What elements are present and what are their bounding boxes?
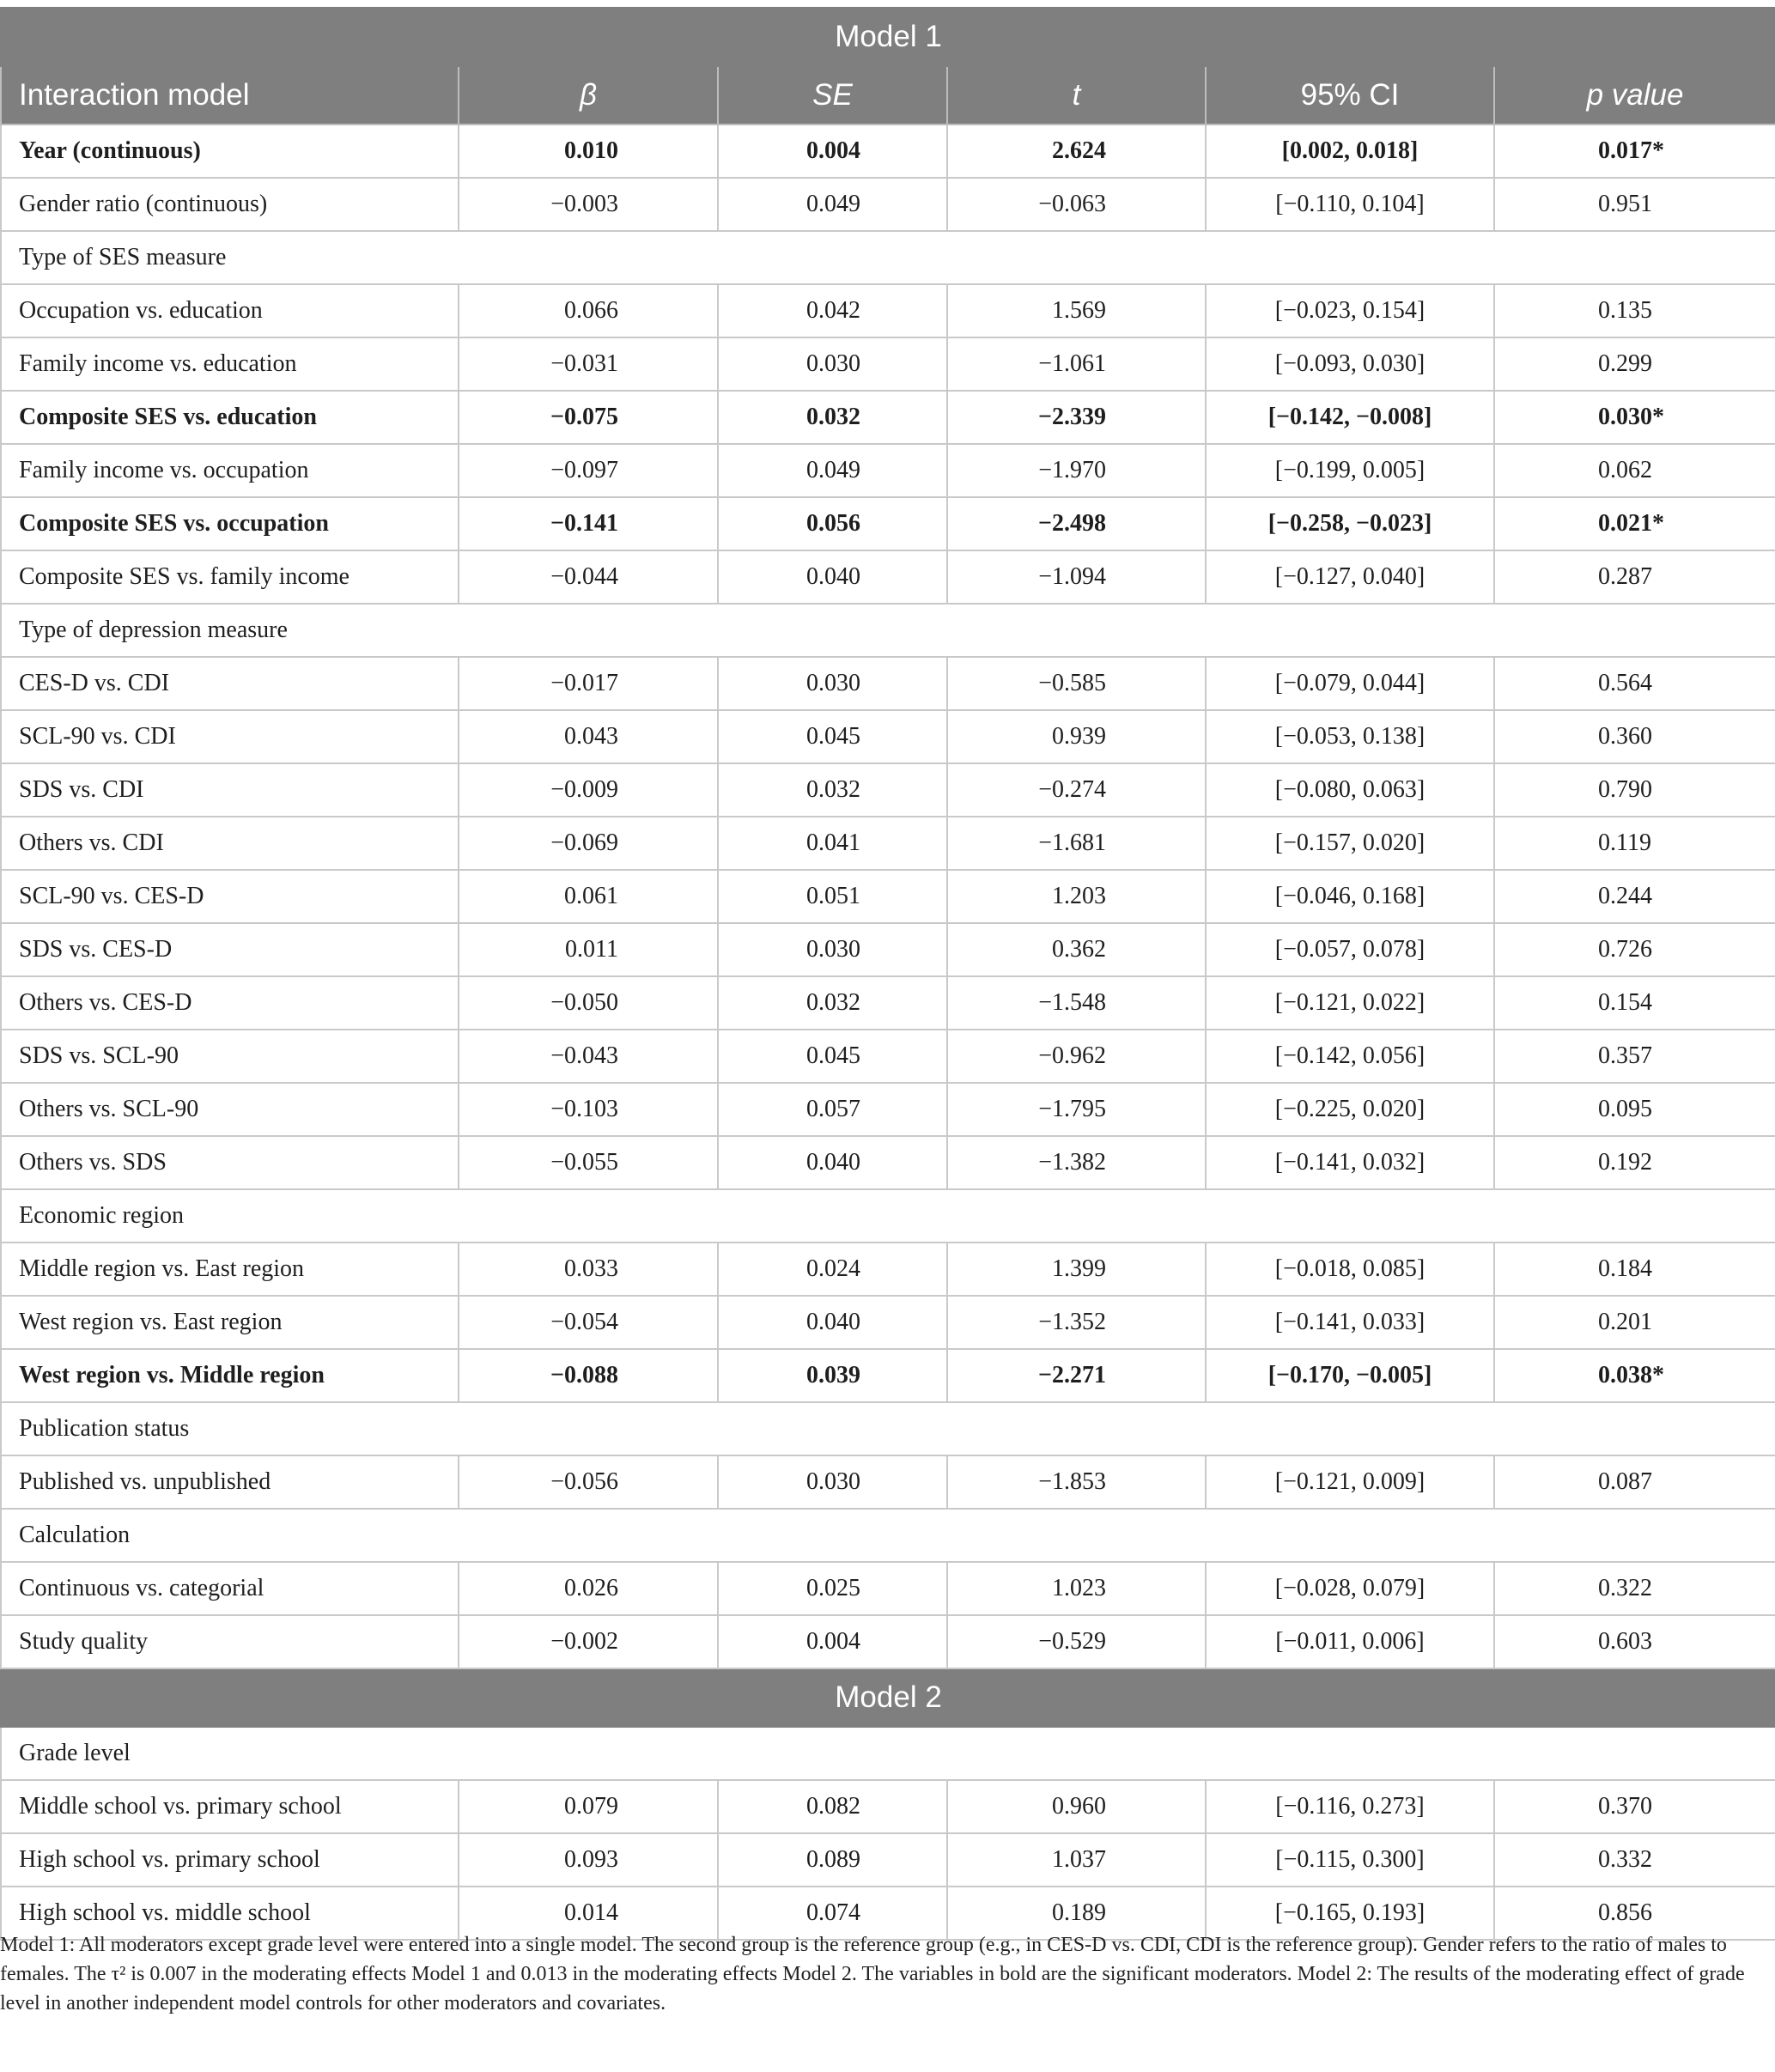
se-cell: 0.032 [718, 763, 947, 817]
beta-cell: −0.055 [459, 1136, 718, 1189]
p-value-cell: 0.244 [1494, 870, 1775, 923]
p-value-cell: 0.154 [1494, 976, 1775, 1030]
beta-cell: −0.043 [459, 1030, 718, 1083]
p-value-cell: 0.360 [1494, 710, 1775, 763]
se-cell: 0.040 [718, 550, 947, 604]
model1-title: Model 1 [1, 8, 1775, 66]
t-cell: −1.352 [947, 1296, 1206, 1349]
row-label: Gender ratio (continuous) [1, 178, 459, 231]
ci-cell: [−0.170, −0.005] [1206, 1349, 1494, 1402]
se-cell: 0.032 [718, 976, 947, 1030]
t-cell: −0.585 [947, 657, 1206, 710]
t-cell: −0.529 [947, 1615, 1206, 1668]
beta-cell: −0.141 [459, 497, 718, 550]
beta-cell: 0.010 [459, 125, 718, 178]
se-cell: 0.025 [718, 1562, 947, 1615]
table-row [1, 1562, 1775, 1615]
table-row [1, 1136, 1775, 1189]
se-cell: 0.045 [718, 1030, 947, 1083]
table-row [1, 444, 1775, 497]
p-value-cell: 0.062 [1494, 444, 1775, 497]
t-cell: 0.189 [947, 1887, 1206, 1940]
table-row [1, 284, 1775, 337]
ci-cell: [0.002, 0.018] [1206, 125, 1494, 178]
row-label: Occupation vs. education [1, 284, 459, 337]
table-row [1, 178, 1775, 231]
se-cell: 0.039 [718, 1349, 947, 1402]
p-value-cell: 0.322 [1494, 1562, 1775, 1615]
t-cell: 0.939 [947, 710, 1206, 763]
ci-cell: [−0.079, 0.044] [1206, 657, 1494, 710]
ci-cell: [−0.080, 0.063] [1206, 763, 1494, 817]
p-value-cell: 0.095 [1494, 1083, 1775, 1136]
p-value-cell: 0.184 [1494, 1243, 1775, 1296]
row-label: Composite SES vs. family income [1, 550, 459, 604]
row-label: SDS vs. CDI [1, 763, 459, 817]
group-label: Calculation [1, 1509, 1775, 1562]
p-value-cell: 0.192 [1494, 1136, 1775, 1189]
t-cell: −2.271 [947, 1349, 1206, 1402]
row-label: Year (continuous) [1, 125, 459, 178]
p-value-cell: 0.856 [1494, 1887, 1775, 1940]
se-cell: 0.049 [718, 178, 947, 231]
p-value-cell: 0.603 [1494, 1615, 1775, 1668]
t-cell: −1.853 [947, 1455, 1206, 1509]
se-cell: 0.030 [718, 923, 947, 976]
se-cell: 0.056 [718, 497, 947, 550]
beta-cell: −0.103 [459, 1083, 718, 1136]
t-cell: 1.203 [947, 870, 1206, 923]
group-header-row [1, 1402, 1775, 1455]
beta-cell: −0.097 [459, 444, 718, 497]
table-footnote: Model 1: All moderators except grade level were entered into a single model. The second group is the reference group (e.g., in CES-D vs. CDI, CDI is the reference group). Gender refers to the ratio of males to females. The τ² is 0.007 in the moderating effects Model 1 and 0.013 in the moderating effects Model 2. The variables in bold are the significant moderators. Model 2: The results of the moderating effect of grade level in another independent model controls for other moderators and covariates. [0, 1934, 1745, 2014]
table-row [1, 1030, 1775, 1083]
p-value-cell: 0.021* [1494, 497, 1775, 550]
beta-cell: 0.043 [459, 710, 718, 763]
ci-cell: [−0.121, 0.009] [1206, 1455, 1494, 1509]
row-label: SDS vs. SCL-90 [1, 1030, 459, 1083]
row-label: Continuous vs. categorial [1, 1562, 459, 1615]
ci-cell: [−0.225, 0.020] [1206, 1083, 1494, 1136]
beta-cell: 0.079 [459, 1780, 718, 1833]
t-cell: 1.037 [947, 1833, 1206, 1887]
table-row [1, 870, 1775, 923]
p-value-cell: 0.087 [1494, 1455, 1775, 1509]
ci-cell: [−0.121, 0.022] [1206, 976, 1494, 1030]
t-cell: −1.061 [947, 337, 1206, 391]
se-cell: 0.024 [718, 1243, 947, 1296]
ci-cell: [−0.199, 0.005] [1206, 444, 1494, 497]
beta-cell: −0.088 [459, 1349, 718, 1402]
t-cell: −2.498 [947, 497, 1206, 550]
table-row [1, 710, 1775, 763]
table-row [1, 976, 1775, 1030]
t-cell: −0.274 [947, 763, 1206, 817]
row-label: Middle school vs. primary school [1, 1780, 459, 1833]
se-cell: 0.030 [718, 337, 947, 391]
table-row [1, 1833, 1775, 1887]
t-cell: −1.970 [947, 444, 1206, 497]
group-header-row [1, 1189, 1775, 1243]
ci-cell: [−0.157, 0.020] [1206, 817, 1494, 870]
beta-cell: 0.026 [459, 1562, 718, 1615]
table-row [1, 337, 1775, 391]
row-label: High school vs. primary school [1, 1833, 459, 1887]
group-label: Publication status [1, 1402, 1775, 1455]
ci-cell: [−0.028, 0.079] [1206, 1562, 1494, 1615]
row-label: Family income vs. occupation [1, 444, 459, 497]
group-label: Type of depression measure [1, 604, 1775, 657]
table-row [1, 817, 1775, 870]
p-value-cell: 0.951 [1494, 178, 1775, 231]
row-label: Others vs. CDI [1, 817, 459, 870]
model1-band [1, 8, 1775, 66]
row-label: Middle region vs. East region [1, 1243, 459, 1296]
ci-cell: [−0.165, 0.193] [1206, 1887, 1494, 1940]
se-cell: 0.041 [718, 817, 947, 870]
table-row [1, 1349, 1775, 1402]
t-cell: −1.681 [947, 817, 1206, 870]
beta-cell: −0.009 [459, 763, 718, 817]
ci-cell: [−0.142, 0.056] [1206, 1030, 1494, 1083]
t-cell: −1.094 [947, 550, 1206, 604]
p-value-cell: 0.119 [1494, 817, 1775, 870]
t-cell: 0.362 [947, 923, 1206, 976]
beta-cell: −0.002 [459, 1615, 718, 1668]
t-cell: −0.962 [947, 1030, 1206, 1083]
header-t: t [947, 66, 1206, 125]
p-value-cell: 0.790 [1494, 763, 1775, 817]
row-label: Others vs. SDS [1, 1136, 459, 1189]
ci-cell: [−0.142, −0.008] [1206, 391, 1494, 444]
ci-cell: [−0.046, 0.168] [1206, 870, 1494, 923]
header-interaction-model: Interaction model [1, 66, 459, 125]
table-row [1, 497, 1775, 550]
table-row [1, 550, 1775, 604]
group-header-row [1, 231, 1775, 284]
beta-cell: 0.033 [459, 1243, 718, 1296]
beta-cell: 0.066 [459, 284, 718, 337]
table-row [1, 1296, 1775, 1349]
se-cell: 0.045 [718, 710, 947, 763]
t-cell: 2.624 [947, 125, 1206, 178]
header-p-value [1494, 66, 1775, 125]
row-label: West region vs. Middle region [1, 1349, 459, 1402]
ci-cell: [−0.018, 0.085] [1206, 1243, 1494, 1296]
t-cell: −1.548 [947, 976, 1206, 1030]
table-row [1, 1243, 1775, 1296]
ci-cell: [−0.093, 0.030] [1206, 337, 1494, 391]
p-value-cell: 0.135 [1494, 284, 1775, 337]
table-row [1, 1455, 1775, 1509]
ci-cell: [−0.110, 0.104] [1206, 178, 1494, 231]
p-value-cell: 0.564 [1494, 657, 1775, 710]
column-header-row [1, 66, 1775, 125]
row-label: High school vs. middle school [1, 1887, 459, 1940]
beta-cell: −0.069 [459, 817, 718, 870]
results-table-container [0, 7, 1775, 1941]
se-cell: 0.082 [718, 1780, 947, 1833]
se-cell: 0.030 [718, 1455, 947, 1509]
se-cell: 0.004 [718, 125, 947, 178]
beta-cell: −0.056 [459, 1455, 718, 1509]
p-value-cell: 0.357 [1494, 1030, 1775, 1083]
se-cell: 0.040 [718, 1136, 947, 1189]
ci-cell: [−0.258, −0.023] [1206, 497, 1494, 550]
beta-cell: −0.044 [459, 550, 718, 604]
ci-cell: [−0.023, 0.154] [1206, 284, 1494, 337]
group-header-row [1, 1509, 1775, 1562]
se-cell: 0.051 [718, 870, 947, 923]
t-cell: 1.399 [947, 1243, 1206, 1296]
t-cell: −1.795 [947, 1083, 1206, 1136]
p-value-cell: 0.332 [1494, 1833, 1775, 1887]
beta-cell: 0.093 [459, 1833, 718, 1887]
se-cell: 0.032 [718, 391, 947, 444]
group-label: Type of SES measure [1, 231, 1775, 284]
t-cell: 1.023 [947, 1562, 1206, 1615]
ci-cell: [−0.057, 0.078] [1206, 923, 1494, 976]
model2-title: Model 2 [1, 1668, 1775, 1727]
row-label: SDS vs. CES-D [1, 923, 459, 976]
ci-cell: [−0.011, 0.006] [1206, 1615, 1494, 1668]
row-label: Composite SES vs. education [1, 391, 459, 444]
group-header-row [1, 1727, 1775, 1780]
group-label: Economic region [1, 1189, 1775, 1243]
se-cell: 0.089 [718, 1833, 947, 1887]
se-cell: 0.004 [718, 1615, 947, 1668]
table-row [1, 763, 1775, 817]
ci-cell: [−0.115, 0.300] [1206, 1833, 1494, 1887]
se-cell: 0.049 [718, 444, 947, 497]
table-row [1, 1780, 1775, 1833]
p-value-cell: 0.030* [1494, 391, 1775, 444]
row-label: Study quality [1, 1615, 459, 1668]
table-row [1, 923, 1775, 976]
p-value-cell: 0.726 [1494, 923, 1775, 976]
table-row [1, 391, 1775, 444]
p-value-cell: 0.201 [1494, 1296, 1775, 1349]
row-label: Composite SES vs. occupation [1, 497, 459, 550]
group-header-row [1, 604, 1775, 657]
beta-cell: 0.061 [459, 870, 718, 923]
t-cell: −1.382 [947, 1136, 1206, 1189]
beta-cell: −0.054 [459, 1296, 718, 1349]
model2-band [1, 1668, 1775, 1727]
p-value-cell: 0.287 [1494, 550, 1775, 604]
row-label: CES-D vs. CDI [1, 657, 459, 710]
p-value-cell: 0.038* [1494, 1349, 1775, 1402]
group-label: Grade level [1, 1727, 1775, 1780]
ci-cell: [−0.141, 0.033] [1206, 1296, 1494, 1349]
moderator-results-table [0, 7, 1775, 1941]
t-cell: −2.339 [947, 391, 1206, 444]
header-se: SE [718, 66, 947, 125]
se-cell: 0.042 [718, 284, 947, 337]
se-cell: 0.040 [718, 1296, 947, 1349]
beta-cell: −0.017 [459, 657, 718, 710]
table-row [1, 125, 1775, 178]
beta-cell: 0.014 [459, 1887, 718, 1940]
header-ci: 95% CI [1206, 66, 1494, 125]
beta-cell: −0.003 [459, 178, 718, 231]
ci-cell: [−0.141, 0.032] [1206, 1136, 1494, 1189]
table-row [1, 657, 1775, 710]
row-label: SCL-90 vs. CES-D [1, 870, 459, 923]
p-value-cell: 0.370 [1494, 1780, 1775, 1833]
t-cell: 1.569 [947, 284, 1206, 337]
beta-cell: −0.075 [459, 391, 718, 444]
row-label: SCL-90 vs. CDI [1, 710, 459, 763]
row-label: West region vs. East region [1, 1296, 459, 1349]
row-label: Others vs. CES-D [1, 976, 459, 1030]
t-cell: −0.063 [947, 178, 1206, 231]
se-cell: 0.030 [718, 657, 947, 710]
se-cell: 0.074 [718, 1887, 947, 1940]
table-row [1, 1615, 1775, 1668]
ci-cell: [−0.116, 0.273] [1206, 1780, 1494, 1833]
row-label: Family income vs. education [1, 337, 459, 391]
header-p-value-text: p value [1586, 78, 1684, 112]
se-cell: 0.057 [718, 1083, 947, 1136]
table-row [1, 1083, 1775, 1136]
ci-cell: [−0.127, 0.040] [1206, 550, 1494, 604]
ci-cell: [−0.053, 0.138] [1206, 710, 1494, 763]
beta-cell: −0.031 [459, 337, 718, 391]
p-value-cell: 0.017* [1494, 125, 1775, 178]
beta-cell: 0.011 [459, 923, 718, 976]
beta-cell: −0.050 [459, 976, 718, 1030]
p-value-cell: 0.299 [1494, 337, 1775, 391]
header-beta: β [459, 66, 718, 125]
row-label: Others vs. SCL-90 [1, 1083, 459, 1136]
row-label: Published vs. unpublished [1, 1455, 459, 1509]
t-cell: 0.960 [947, 1780, 1206, 1833]
